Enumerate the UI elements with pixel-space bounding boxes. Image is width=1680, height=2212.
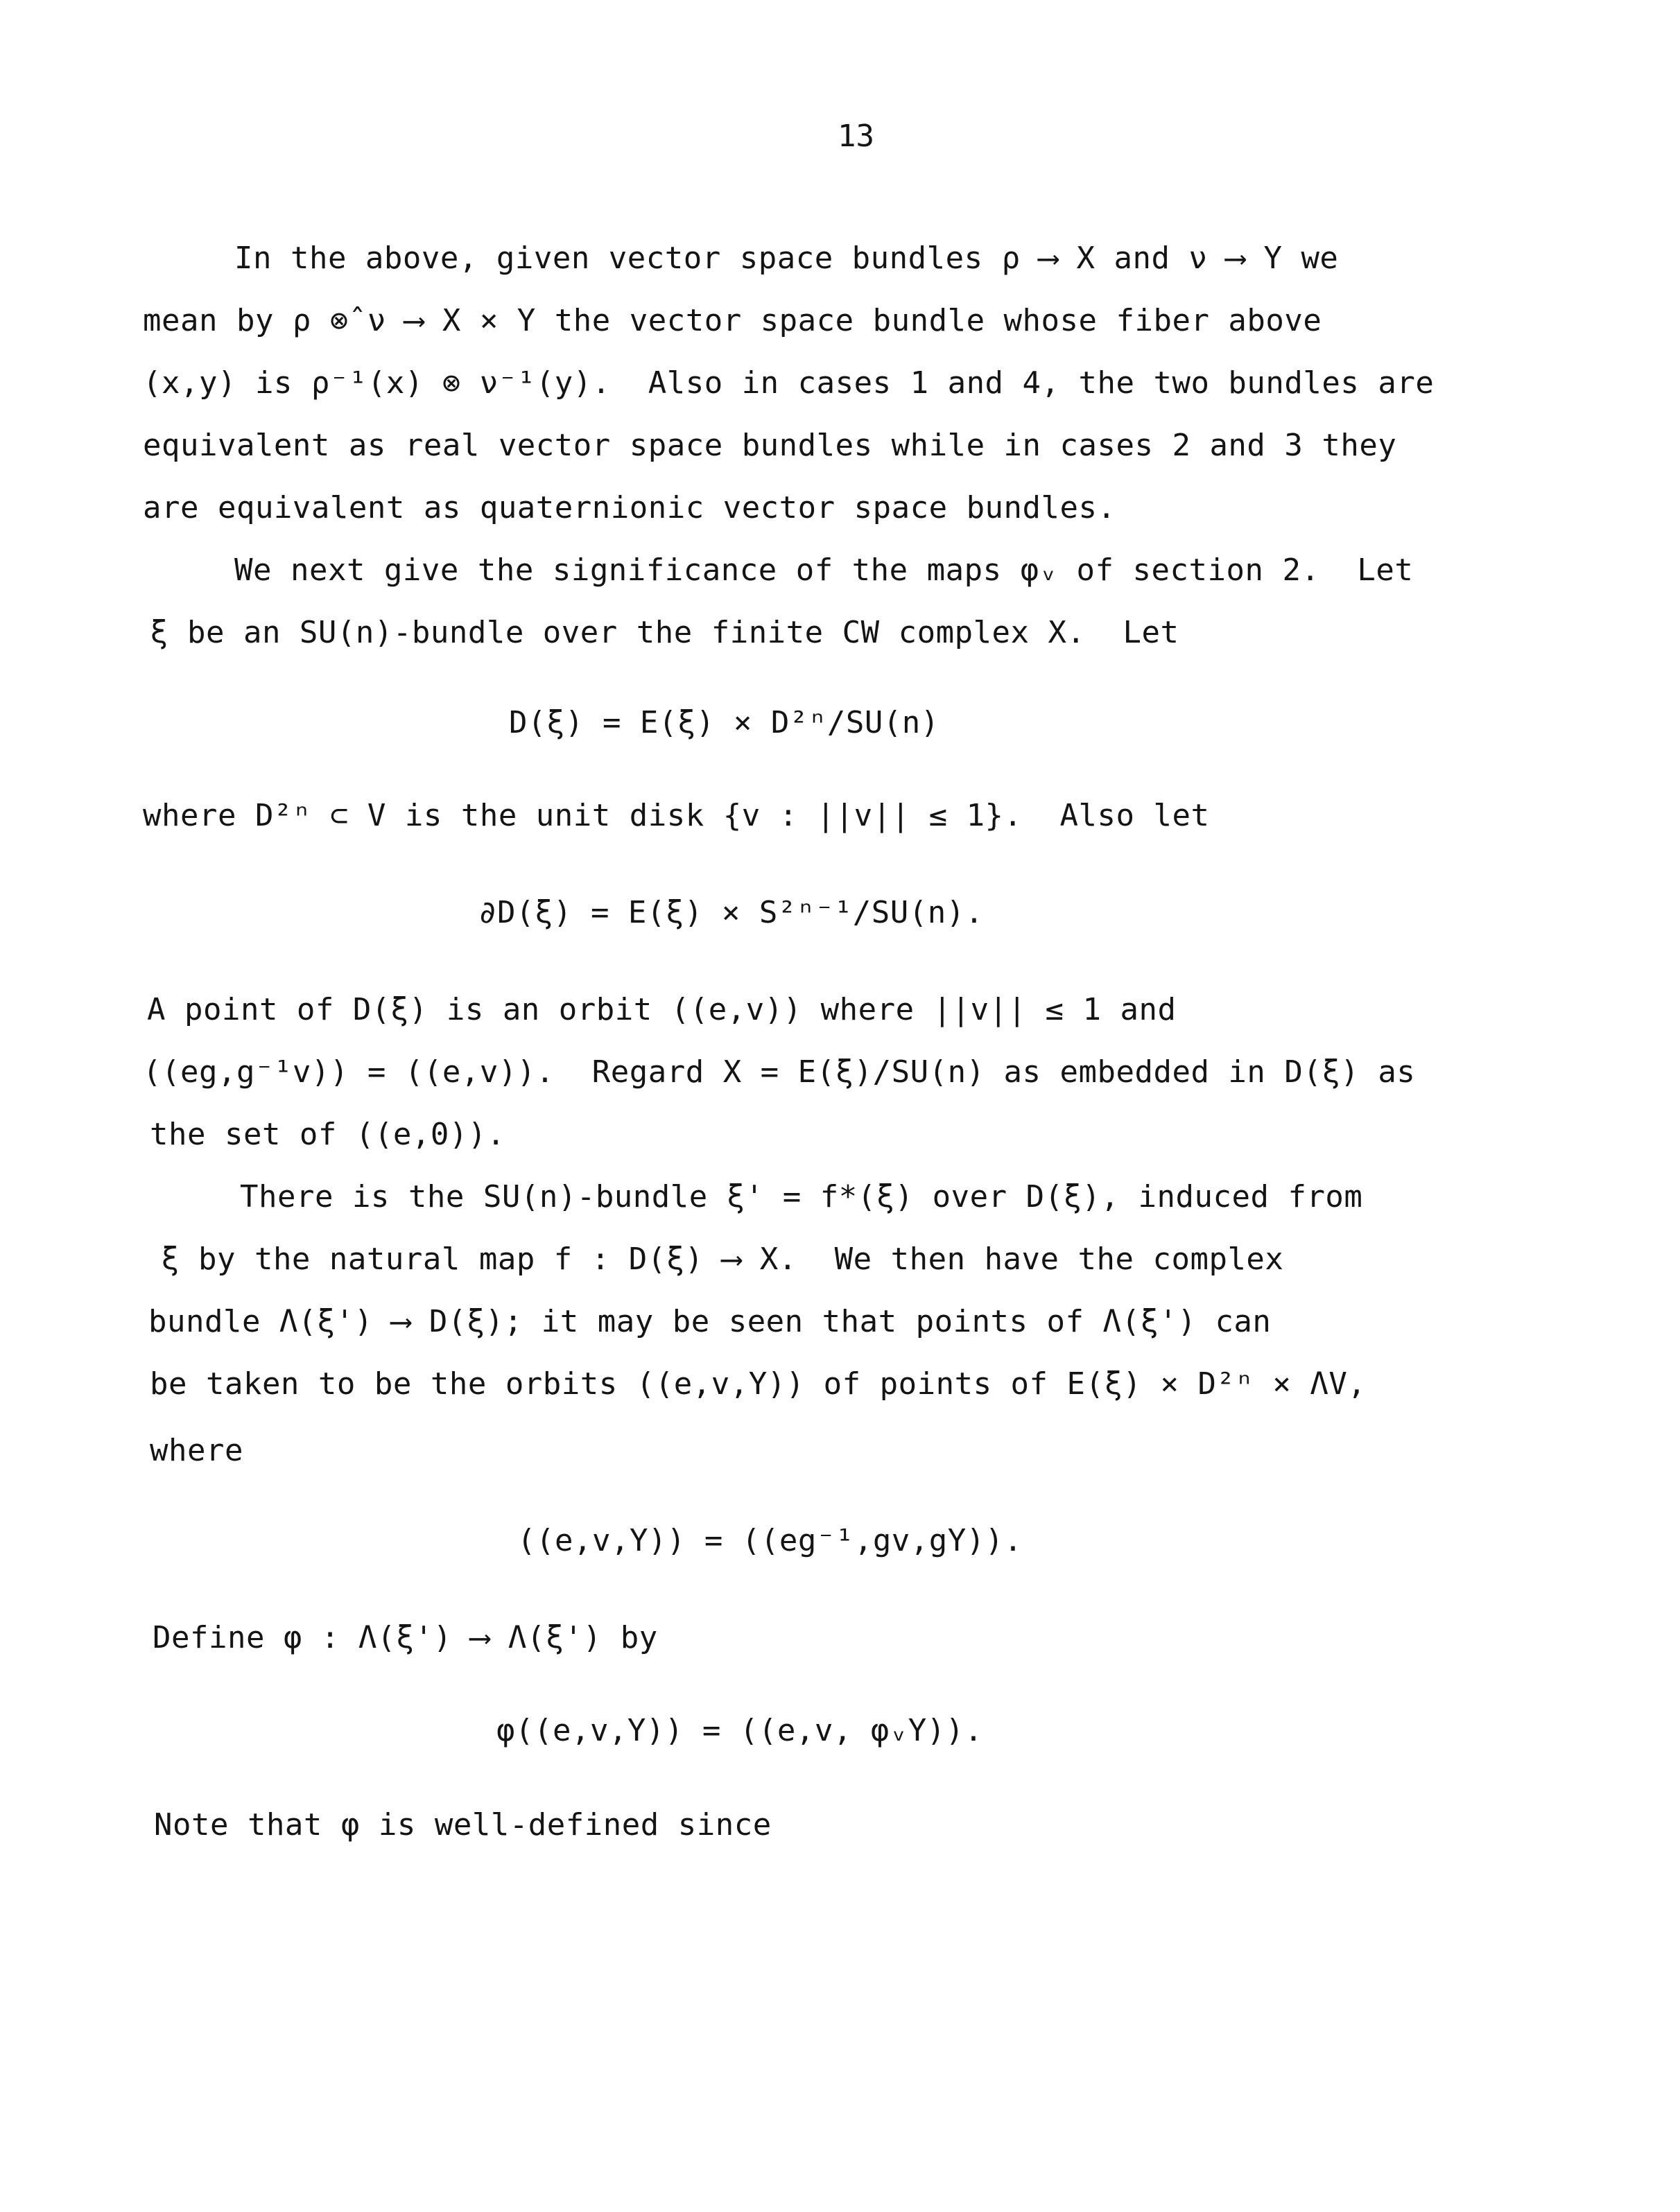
- text-line-7: ξ be an SU(n)-bundle over the finite CW complex X. Let: [150, 615, 1179, 650]
- text-line-14: bundle Λ(ξ') ⟶ D(ξ); it may be seen that points of Λ(ξ') can: [148, 1304, 1272, 1339]
- page-number: 13: [838, 119, 874, 154]
- text-line-9: A point of D(ξ) is an orbit ((e,v)) where ||v|| ≤ 1 and: [147, 992, 1177, 1027]
- equation-phi: φ((e,v,Y)) = ((e,v, φᵥY)).: [496, 1713, 983, 1748]
- text-line-15: be taken to be the orbits ((e,v,Y)) of points of E(ξ) × D²ⁿ × ΛV,: [150, 1366, 1367, 1402]
- text-line-1: In the above, given vector space bundles ρ ⟶ X and ν ⟶ Y we: [234, 241, 1339, 276]
- equation-boundary: ∂D(ξ) = E(ξ) × S²ⁿ⁻¹/SU(n).: [478, 895, 984, 930]
- text-line-13: ξ by the natural map f : D(ξ) ⟶ X. We then have the complex: [161, 1242, 1284, 1277]
- equation-disk-bundle: D(ξ) = E(ξ) × D²ⁿ/SU(n): [509, 705, 939, 740]
- text-line-5: are equivalent as quaternionic vector space bundles.: [143, 490, 1116, 525]
- text-line-2: mean by ρ ⊗̂ ν ⟶ X × Y the vector space bundle whose fiber above: [143, 303, 1322, 338]
- text-line-18: Note that φ is well-defined since: [154, 1807, 772, 1843]
- text-line-8: where D²ⁿ ⊂ V is the unit disk {v : ||v|| ≤ 1}. Also let: [143, 798, 1210, 833]
- text-line-6: We next give the significance of the maps φᵥ of section 2. Let: [234, 552, 1414, 588]
- text-line-12: There is the SU(n)-bundle ξ' = f*(ξ) over D(ξ), induced from: [240, 1179, 1363, 1214]
- text-line-3: (x,y) is ρ⁻¹(x) ⊗ ν⁻¹(y). Also in cases 1 and 4, the two bundles are: [143, 365, 1435, 401]
- text-line-4: equivalent as real vector space bundles while in cases 2 and 3 they: [143, 428, 1397, 463]
- text-line-16: where: [150, 1433, 243, 1468]
- equation-orbit: ((e,v,Y)) = ((eg⁻¹,gv,gY)).: [517, 1523, 1023, 1558]
- text-line-10: ((eg,g⁻¹v)) = ((e,v)). Regard X = E(ξ)/SU(n) as embedded in D(ξ) as: [143, 1054, 1416, 1090]
- text-line-17: Define φ : Λ(ξ') ⟶ Λ(ξ') by: [153, 1620, 658, 1655]
- text-line-11: the set of ((e,0)).: [150, 1117, 505, 1152]
